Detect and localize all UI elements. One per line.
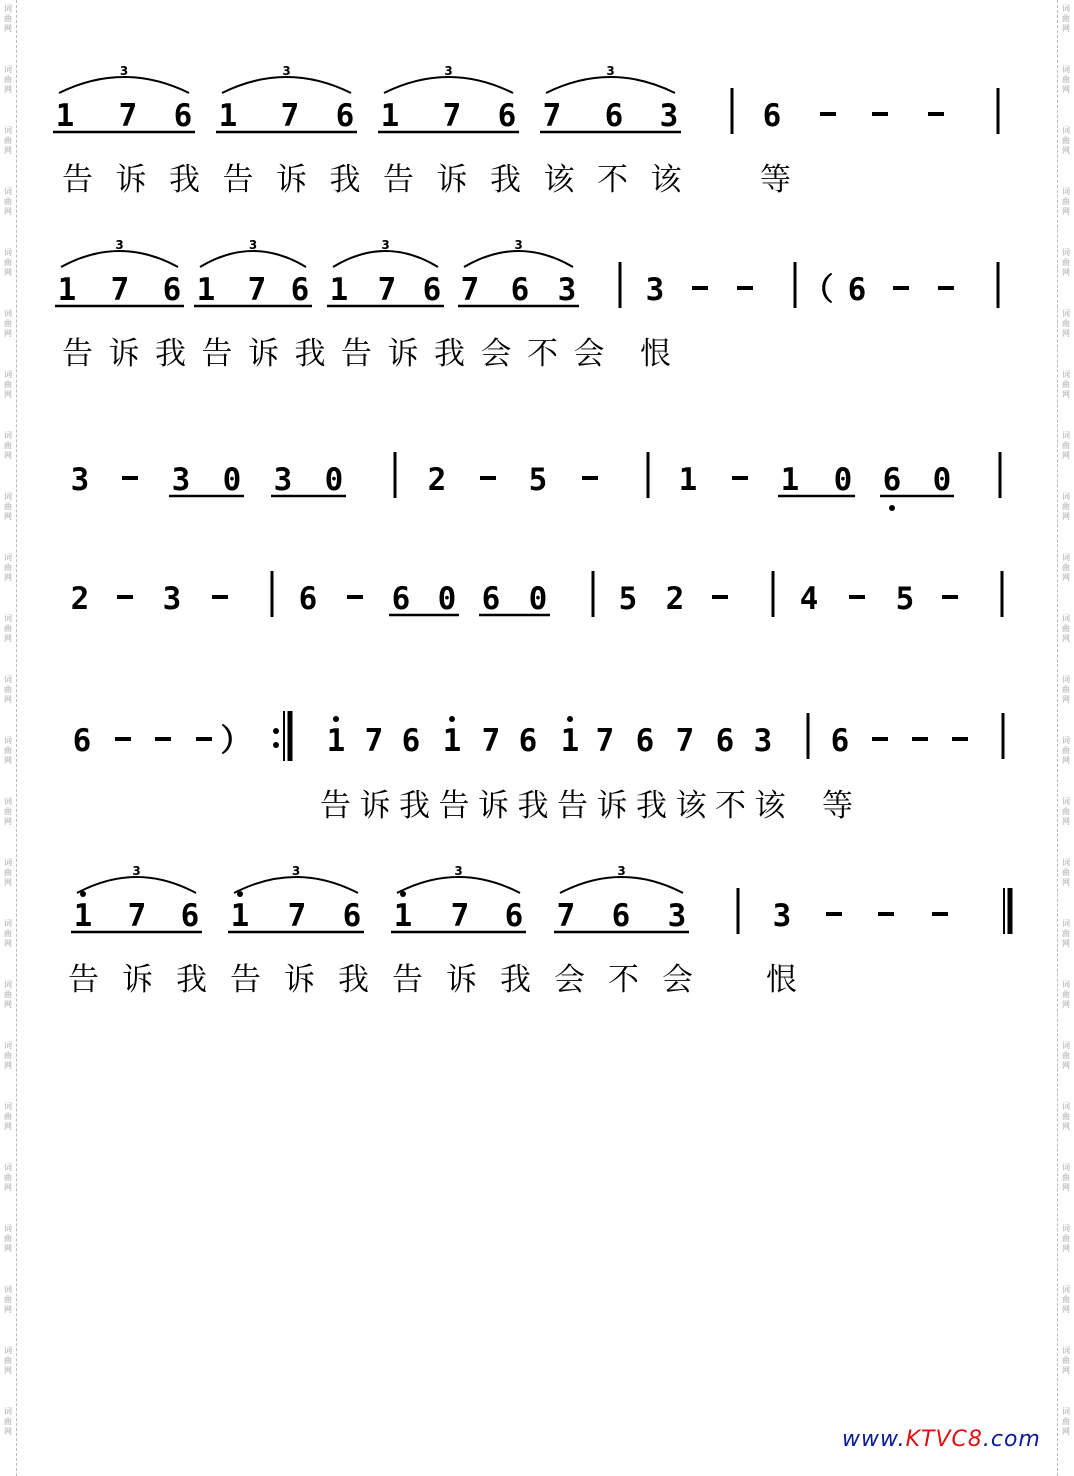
note: 6 bbox=[882, 462, 902, 498]
side-watermark-text: 词 曲 网 bbox=[4, 1163, 12, 1192]
side-watermark-text: 词 曲 网 bbox=[4, 309, 12, 338]
note: 1 bbox=[678, 462, 698, 498]
triplet-arc bbox=[464, 251, 573, 267]
note: ） bbox=[220, 723, 252, 759]
note: 6 bbox=[180, 898, 200, 934]
side-watermark-text: 词 曲 网 bbox=[1062, 126, 1070, 155]
side-watermark-text: 词 曲 网 bbox=[4, 736, 12, 765]
note-high-1: 1 bbox=[560, 723, 580, 759]
side-watermark-text: 词 曲 网 bbox=[4, 4, 12, 33]
high-octave-dot bbox=[333, 716, 339, 722]
lyric-char: 等 bbox=[760, 162, 791, 198]
note: 5 bbox=[528, 462, 548, 498]
side-watermark-text: 词 曲 网 bbox=[1062, 1163, 1070, 1192]
side-watermark-text: 词 曲 网 bbox=[1062, 980, 1070, 1009]
note: 3 bbox=[273, 462, 293, 498]
lyric-char: 我 bbox=[500, 962, 531, 998]
lyric-char: 告 bbox=[68, 962, 99, 998]
note: 3 bbox=[171, 462, 191, 498]
lyric-char: 告 bbox=[320, 788, 351, 824]
site-prefix: www. bbox=[842, 1427, 906, 1452]
triplet-number: 3 bbox=[444, 64, 453, 78]
note-high-1: 1 bbox=[73, 898, 93, 934]
repeat-dot bbox=[273, 742, 279, 748]
lyric-char: 我 bbox=[338, 962, 369, 998]
side-watermark-text: 词 曲 网 bbox=[1062, 553, 1070, 582]
lyric-char: 会 bbox=[554, 962, 585, 998]
note: 6 bbox=[391, 581, 411, 617]
note: 0 bbox=[932, 462, 952, 498]
side-watermark-text: 词 曲 网 bbox=[1062, 675, 1070, 704]
note: 1 bbox=[780, 462, 800, 498]
lyric-char: 告 bbox=[222, 162, 254, 198]
triplet-number: 3 bbox=[454, 864, 463, 878]
lyric-char: 恨 bbox=[766, 962, 797, 998]
lyric-char: 我 bbox=[155, 336, 186, 372]
note: 6 bbox=[422, 272, 442, 308]
side-watermark-text: 词 曲 网 bbox=[1062, 248, 1070, 277]
note: 6 bbox=[342, 898, 362, 934]
side-watermark-text: 词 曲 网 bbox=[4, 1041, 12, 1070]
lyric-char: 我 bbox=[399, 788, 430, 824]
lyric-char: 告 bbox=[201, 336, 233, 372]
note: 1 bbox=[57, 272, 77, 308]
triplet-arc bbox=[560, 877, 683, 893]
note: 1 bbox=[55, 98, 75, 134]
lyric-char: 该 bbox=[675, 788, 707, 824]
note: 3 bbox=[659, 98, 679, 134]
note: 6 bbox=[847, 272, 867, 308]
triplet-arc bbox=[200, 251, 306, 267]
low-octave-dot bbox=[889, 505, 895, 511]
lyric-char: 不 bbox=[715, 788, 746, 824]
side-watermark-text: 词 曲 网 bbox=[1062, 1102, 1070, 1131]
lyric-char: 诉 bbox=[122, 962, 153, 998]
note: 6 bbox=[611, 898, 631, 934]
note: 6 bbox=[162, 272, 182, 308]
side-watermark-text: 词 曲 网 bbox=[1062, 1285, 1070, 1314]
note: 7 bbox=[287, 898, 307, 934]
lyric-char: 诉 bbox=[284, 962, 315, 998]
side-watermark-text: 词 曲 网 bbox=[4, 614, 12, 643]
triplet-number: 3 bbox=[248, 238, 258, 252]
lyric-char: 告 bbox=[383, 162, 414, 198]
triplet-number: 3 bbox=[291, 864, 301, 878]
note: 6 bbox=[518, 723, 538, 759]
triplet-arc bbox=[77, 877, 196, 893]
side-watermark-text: 词 曲 网 bbox=[4, 919, 12, 948]
note: 3 bbox=[162, 581, 182, 617]
side-watermark-text: 词 曲 网 bbox=[4, 1407, 12, 1436]
side-watermark-text: 词 曲 网 bbox=[1062, 736, 1070, 765]
site-watermark bbox=[842, 1427, 1041, 1452]
lyric-char: 我 bbox=[517, 788, 549, 824]
lyric-char: 不 bbox=[527, 336, 558, 372]
note: 2 bbox=[665, 581, 685, 617]
side-watermark-text: 词 曲 网 bbox=[4, 553, 12, 582]
note: 6 bbox=[497, 98, 517, 134]
note: 6 bbox=[604, 98, 624, 134]
side-watermark-text: 词 曲 网 bbox=[4, 431, 12, 460]
note: 2 bbox=[427, 462, 447, 498]
note: 0 bbox=[528, 581, 548, 617]
note: 7 bbox=[450, 898, 470, 934]
note: 7 bbox=[442, 98, 462, 134]
side-watermark-text: 词 曲 网 bbox=[4, 980, 12, 1009]
note: 6 bbox=[635, 723, 655, 759]
triplet-arc bbox=[234, 877, 358, 893]
lyric-char: 不 bbox=[597, 162, 628, 198]
side-watermark-text: 词 曲 网 bbox=[1062, 1407, 1070, 1436]
note: 7 bbox=[280, 98, 300, 134]
note: 3 bbox=[753, 723, 773, 759]
side-watermark-text: 词 曲 网 bbox=[4, 858, 12, 887]
lyric-char: 诉 bbox=[436, 162, 468, 198]
lyric-char: 诉 bbox=[115, 162, 147, 198]
note: 0 bbox=[437, 581, 457, 617]
note-high-1: 1 bbox=[326, 723, 346, 759]
lyric-char: 该 bbox=[754, 788, 786, 824]
side-watermark-text: 词 曲 网 bbox=[4, 1224, 12, 1253]
side-watermark-text: 词 曲 网 bbox=[4, 126, 12, 155]
lyric-char: 等 bbox=[822, 788, 853, 824]
note: 6 bbox=[481, 581, 501, 617]
triplet-number: 3 bbox=[617, 864, 626, 878]
lyric-char: 诉 bbox=[276, 162, 307, 198]
lyric-char: 我 bbox=[169, 162, 200, 198]
triplet-arc bbox=[333, 251, 438, 267]
site-suffix: .com bbox=[982, 1427, 1041, 1452]
side-watermark-text: 词 曲 网 bbox=[1062, 1224, 1070, 1253]
lyric-char: 该 bbox=[543, 162, 575, 198]
note: 7 bbox=[127, 898, 147, 934]
triplet-number: 3 bbox=[606, 64, 615, 78]
lyric-char: 诉 bbox=[248, 336, 279, 372]
note: 6 bbox=[830, 723, 850, 759]
lyric-char: 我 bbox=[636, 788, 667, 824]
note: 6 bbox=[173, 98, 193, 134]
note: 7 bbox=[460, 272, 480, 308]
lyric-char: 告 bbox=[392, 962, 423, 998]
note: 7 bbox=[675, 723, 695, 759]
note: 3 bbox=[70, 462, 90, 498]
lyric-char: 不 bbox=[608, 962, 639, 998]
side-watermark-text: 词 曲 网 bbox=[4, 370, 12, 399]
lyric-char: 我 bbox=[434, 336, 465, 372]
triplet-arc bbox=[397, 877, 520, 893]
side-watermark-text: 词 曲 网 bbox=[1062, 919, 1070, 948]
high-octave-dot bbox=[567, 716, 573, 722]
side-watermark-text: 词 曲 网 bbox=[4, 248, 12, 277]
note: 6 bbox=[504, 898, 524, 934]
triplet-number: 3 bbox=[119, 64, 129, 78]
note: 0 bbox=[222, 462, 242, 498]
lyric-char: 诉 bbox=[387, 336, 419, 372]
side-watermark-text: 词 曲 网 bbox=[1062, 1346, 1070, 1375]
note: 7 bbox=[542, 98, 562, 134]
triplet-number: 3 bbox=[115, 238, 124, 252]
note: 3 bbox=[772, 898, 792, 934]
side-watermark-text: 词 曲 网 bbox=[4, 1285, 12, 1314]
side-watermark-text: 词 曲 网 bbox=[4, 492, 12, 521]
note: （ bbox=[802, 272, 834, 308]
note: 7 bbox=[364, 723, 384, 759]
triplet-number: 3 bbox=[132, 864, 141, 878]
note: 5 bbox=[618, 581, 638, 617]
lyric-char: 告 bbox=[62, 162, 93, 198]
lyric-char: 我 bbox=[294, 336, 326, 372]
lyric-char: 告 bbox=[230, 962, 261, 998]
side-watermark-text: 词 曲 网 bbox=[1062, 370, 1070, 399]
lyric-char: 我 bbox=[329, 162, 361, 198]
note: 3 bbox=[645, 272, 665, 308]
lyric-char: 我 bbox=[176, 962, 207, 998]
note: 1 bbox=[218, 98, 238, 134]
side-watermark-text: 词 曲 网 bbox=[1062, 797, 1070, 826]
side-watermark-text: 词 曲 网 bbox=[1062, 4, 1070, 33]
note: 3 bbox=[667, 898, 687, 934]
side-watermark-text: 词 曲 网 bbox=[4, 187, 12, 216]
lyric-char: 诉 bbox=[596, 788, 628, 824]
note: 7 bbox=[481, 723, 501, 759]
note-high-1: 1 bbox=[442, 723, 462, 759]
note: 3 bbox=[557, 272, 577, 308]
high-octave-dot bbox=[449, 716, 455, 722]
note: 5 bbox=[895, 581, 915, 617]
side-watermark-text: 词 曲 网 bbox=[1062, 309, 1070, 338]
note: 1 bbox=[329, 272, 349, 308]
lyric-char: 会 bbox=[480, 336, 512, 372]
lyric-char: 诉 bbox=[478, 788, 509, 824]
triplet-number: 3 bbox=[514, 238, 523, 252]
note: 6 bbox=[290, 272, 310, 308]
note-high-1: 1 bbox=[230, 898, 250, 934]
side-watermark-text: 词 曲 网 bbox=[4, 1346, 12, 1375]
side-watermark-text: 词 曲 网 bbox=[1062, 65, 1070, 94]
note-high-1: 1 bbox=[393, 898, 413, 934]
lyric-char: 告 bbox=[438, 788, 470, 824]
lyric-char: 会 bbox=[573, 336, 605, 372]
side-watermark-text: 词 曲 网 bbox=[1062, 858, 1070, 887]
side-watermark-text: 词 曲 网 bbox=[4, 675, 12, 704]
triplet-arc bbox=[546, 77, 675, 93]
repeat-dot bbox=[273, 728, 279, 734]
note: 6 bbox=[335, 98, 355, 134]
note: 7 bbox=[556, 898, 576, 934]
lyric-char: 告 bbox=[62, 336, 93, 372]
lyric-char: 告 bbox=[557, 788, 588, 824]
side-watermark-text: 词 曲 网 bbox=[4, 65, 12, 94]
lyric-char: 告 bbox=[341, 336, 372, 372]
note: 0 bbox=[833, 462, 853, 498]
note: 1 bbox=[196, 272, 216, 308]
side-watermark-text: 词 曲 网 bbox=[1062, 614, 1070, 643]
triplet-arc bbox=[59, 77, 189, 93]
note: 6 bbox=[401, 723, 421, 759]
lyric-char: 诉 bbox=[446, 962, 477, 998]
lyric-char: 诉 bbox=[359, 788, 391, 824]
triplet-arc bbox=[384, 77, 513, 93]
note: 2 bbox=[70, 581, 90, 617]
note: 7 bbox=[110, 272, 130, 308]
side-watermark-text: 词 曲 网 bbox=[1062, 492, 1070, 521]
note: 6 bbox=[715, 723, 735, 759]
note: 7 bbox=[595, 723, 615, 759]
note: 7 bbox=[118, 98, 138, 134]
note: 7 bbox=[247, 272, 267, 308]
lyric-char: 诉 bbox=[108, 336, 140, 372]
note: 0 bbox=[324, 462, 344, 498]
triplet-arc bbox=[61, 251, 178, 267]
side-watermark-text: 词 曲 网 bbox=[4, 797, 12, 826]
note: 7 bbox=[377, 272, 397, 308]
note: 1 bbox=[380, 98, 400, 134]
note: 6 bbox=[762, 98, 782, 134]
lyric-char: 会 bbox=[662, 962, 693, 998]
side-watermark-text: 词 曲 网 bbox=[1062, 1041, 1070, 1070]
side-watermark-text: 词 曲 网 bbox=[1062, 431, 1070, 460]
site-brand: KTVC8 bbox=[905, 1427, 983, 1452]
lyric-char: 恨 bbox=[640, 336, 671, 372]
triplet-number: 3 bbox=[381, 238, 390, 252]
note: 4 bbox=[799, 581, 819, 617]
note: 6 bbox=[72, 723, 92, 759]
note: 6 bbox=[510, 272, 530, 308]
lyric-char: 我 bbox=[490, 162, 521, 198]
triplet-number: 3 bbox=[282, 64, 291, 78]
side-watermark-text: 词 曲 网 bbox=[4, 1102, 12, 1131]
triplet-arc bbox=[222, 77, 351, 93]
lyric-char: 该 bbox=[650, 162, 682, 198]
note: 6 bbox=[298, 581, 318, 617]
side-watermark-text: 词 曲 网 bbox=[1062, 187, 1070, 216]
